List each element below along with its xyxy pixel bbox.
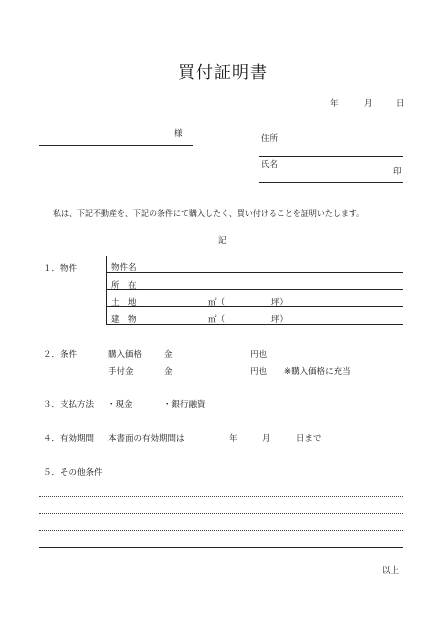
other-conditions-line <box>39 496 403 497</box>
section3-heading: ３．支払方法 <box>43 400 95 410</box>
property-table-row-line <box>106 306 403 307</box>
deposit-prefix: 金 <box>164 367 173 377</box>
document-title: 買付証明書 <box>178 63 268 83</box>
property-table-row-line <box>106 272 403 273</box>
closing-text: 以上 <box>382 566 400 576</box>
land-tsubo-unit: 坪） <box>271 298 289 308</box>
property-table-row-line <box>106 289 403 290</box>
section2-heading: ２．条件 <box>43 350 78 360</box>
section5-heading: ５．その他条件 <box>43 468 103 478</box>
deposit-note: ※購入価格に充当 <box>284 367 351 377</box>
ki-label: 記 <box>218 236 227 246</box>
validity-text: 本書面の有効期間は <box>108 434 185 444</box>
addressee-honorific: 様 <box>174 129 183 139</box>
property-building-label: 建 物 <box>111 315 137 325</box>
validity-year-label: 年 <box>229 434 238 444</box>
building-tsubo-unit: 坪） <box>271 315 289 325</box>
building-area-unit: ㎡（ <box>208 315 226 325</box>
purchase-price-label: 購入価格 <box>108 350 143 360</box>
purchase-price-unit: 円也 <box>250 350 268 360</box>
section4-heading: ４．有効期間 <box>43 434 95 444</box>
property-name-label: 物件名 <box>111 263 137 273</box>
section1-heading: １．物件 <box>43 264 78 274</box>
validity-day-until-label: 日まで <box>296 434 322 444</box>
payment-option-cash: ・現金 <box>107 400 133 410</box>
date-day-label: 日 <box>396 99 405 109</box>
land-area-unit: ㎡（ <box>208 298 226 308</box>
property-location-label: 所 在 <box>111 281 137 291</box>
other-conditions-bottom-line <box>39 547 403 548</box>
property-table-left-border <box>106 256 107 325</box>
date-year-label: 年 <box>330 99 339 109</box>
other-conditions-line <box>39 513 403 514</box>
sender-name-label: 氏名 <box>261 160 279 170</box>
other-conditions-line <box>39 530 403 531</box>
sender-address-line <box>259 156 403 157</box>
sender-address-label: 住所 <box>261 134 279 144</box>
payment-option-bank: ・銀行融資 <box>163 400 206 410</box>
property-land-label: 土 地 <box>111 298 137 308</box>
deposit-unit: 円也 <box>250 367 268 377</box>
date-month-label: 月 <box>364 99 373 109</box>
deposit-label: 手付金 <box>108 367 134 377</box>
validity-month-label: 月 <box>262 434 271 444</box>
intro-text: 私は、下記不動産を、下記の条件にて購入したく、買い付けることを証明いたします。 <box>53 209 365 218</box>
property-table-bottom-line <box>106 324 403 325</box>
addressee-line <box>39 145 193 146</box>
purchase-price-prefix: 金 <box>164 350 173 360</box>
sender-name-line <box>259 182 403 183</box>
sender-seal: 印 <box>393 167 402 177</box>
